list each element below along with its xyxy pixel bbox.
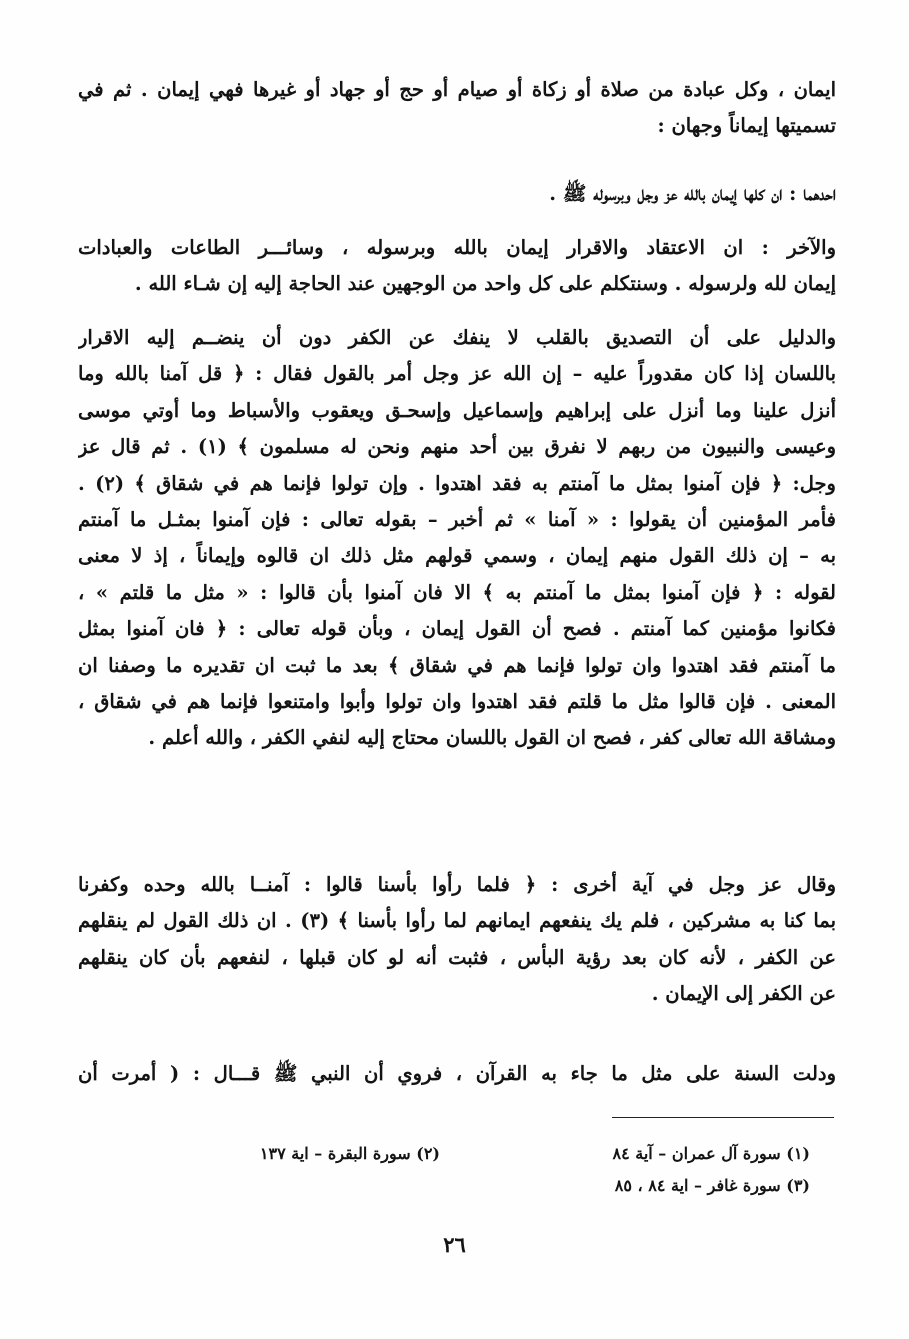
- text-line: ايمان ، وكل عبادة من صلاة أو زكاة أو صيام أو حج أو جهاد أو غيرها فهي إيمان . ثم في: [78, 78, 836, 101]
- text-line: إيمان لله ولرسوله . وسنتكلم على كل واحد من الوجهين عند الحاجة إليه إن شـاء الله .: [134, 272, 836, 296]
- text-line: ومشاقة الله تعالى كفر ، فصح ان القول باللسان محتاج إليه لنفي الكفر ، والله أعلم .: [148, 726, 836, 750]
- footnote-1: (١) سورة آل عمران – آية ٨٤: [612, 1144, 810, 1163]
- text-line: والدليل على أن التصديق بالقلب لا ينفك عن الكفر دون أن ينضــم إليه الاقرار: [78, 326, 836, 349]
- footnote-3: (٣) سورة غافر – اية ٨٤ ، ٨٥: [614, 1176, 810, 1195]
- text-line: ودلت السنة على مثل ما جاء به القرآن ، فروي أن النبي ﷺ قـــال : ( أمرت أن: [78, 1062, 836, 1085]
- text-line: بما كنا به مشركين ، فلم يك ينفعهم ايمانهم لما رأوا بأسنا ﴾ (٣) . ان ذلك القول لم ينقلهم: [78, 909, 836, 933]
- text-line: احدهما : ان كلها إيمان بالله عز وجل وبرسوله ﷺ .: [549, 182, 836, 205]
- paragraph-evidence: [78, 320, 836, 757]
- footnote-row: [200, 1170, 810, 1202]
- footnote-2: (٢) سورة البقرة – اية ١٣٧: [259, 1144, 440, 1163]
- paragraph-second-view: [78, 230, 836, 303]
- paragraph-another-verse: [78, 867, 836, 1013]
- text-line: عن الكفر ، لأنه كان بعد رؤية البأس ، فثبت أنه لو كان قبلها ، لنفعهم بأن كان ينقلهم: [78, 945, 836, 969]
- text-line: أنزل علينا وما أنزل على إبراهيم وإسماعيل وإسحـق ويعقوب والأسباط وما أوتي موسى: [78, 398, 836, 422]
- text-line: المعنى . فإن قالوا مثل ما قلتم فقد اهتدوا وان تولوا وأبوا وامتنعوا فإنما هم في شقاق ،: [78, 689, 836, 713]
- text-line: عن الكفر إلى الإيمان .: [651, 982, 836, 1006]
- text-line: به – إن ذلك القول منهم إيمان ، وسمي قولهم مثل ذلك ان قالوه وإيماناً ، إذ لا معنى: [78, 544, 836, 568]
- paragraph-sunnah: [78, 1056, 836, 1092]
- paragraph-iman-acts: [78, 72, 836, 145]
- text-line: فأمر المؤمنين أن يقولوا : « آمنا » ثم أخبر – بقوله تعالى : فإن آمنوا بمثـل ما آمنتم: [78, 507, 836, 531]
- footnotes: [200, 1138, 810, 1202]
- text-line: وعيسى والنبيون من ربهم لا نفرق بين أحد منهم ونحن له مسلمون ﴾ (١) . ثم قال عز: [78, 435, 836, 459]
- text-line: ما آمنتم فقد اهتدوا وان تولوا فإنما هم في شقاق ﴾ بعد ما ثبت ان تقديره ما وصفنا ان: [78, 653, 836, 677]
- footnote-row: [200, 1138, 810, 1170]
- text-line: وقال عز وجل في آية أخرى : ﴿ فلما رأوا بأسنا قالوا : آمنــا بالله وحده وكفرنا: [78, 873, 836, 896]
- text-line: لقوله : ﴿ فإن آمنوا بمثل ما آمنتم به ﴾ الا فان آمنوا بأن قالوا : « مثل ما قلتم » ،: [78, 580, 836, 604]
- page-number: ٢٦: [443, 1232, 466, 1257]
- text-line: وجل: ﴿ فإن آمنوا بمثل ما آمنتم به فقد اهتدوا . وإن تولوا فإنما هم في شقاق ﴾ (٢) .: [78, 471, 836, 495]
- paragraph-first-view: [78, 176, 836, 212]
- text-line: والآخر : ان الاعتقاد والاقرار إيمان بالله وبرسوله ، وسائـــر الطاعات والعبادات: [78, 236, 836, 259]
- text-line: باللسان إذا كان مقدوراً عليه – إن الله عز وجل أمر بالقول فقال : ﴿ قل آمنا بالله وما: [78, 362, 836, 386]
- footnote-separator: [612, 1117, 834, 1118]
- text-line: فكانوا مؤمنين كما آمنتم . فصح أن القول إيمان ، وبأن قوله تعالى : ﴿ فان آمنوا بمثل: [78, 617, 836, 641]
- text-line: تسميتها إيماناً وجهان :: [657, 114, 836, 138]
